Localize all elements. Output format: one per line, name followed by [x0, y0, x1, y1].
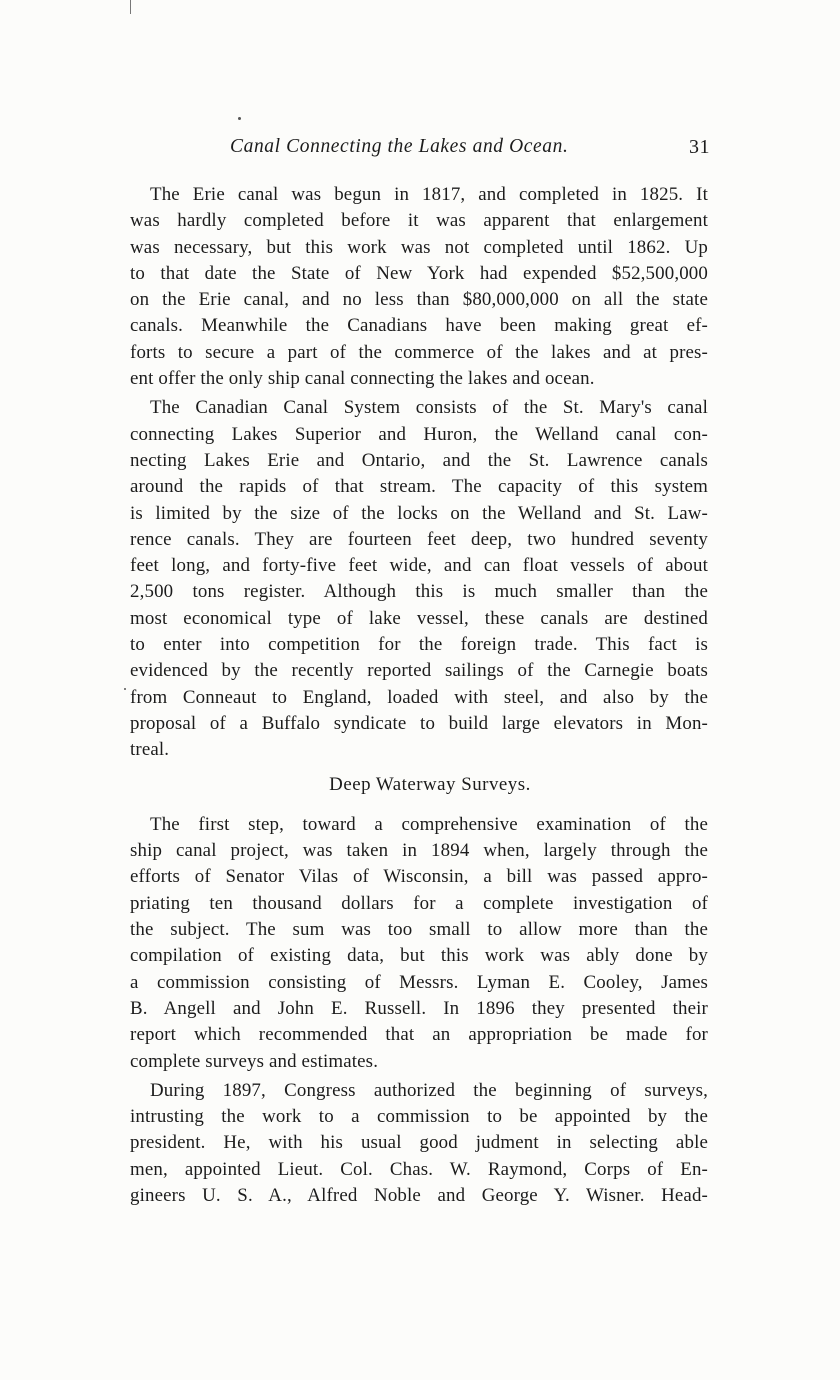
text-line: The first step, toward a comprehensive examination of the [150, 813, 708, 835]
text-line: was necessary, but this work was not completed until 1862. Up [130, 236, 708, 258]
text-line: priating ten thousand dollars for a complete investigation of [130, 892, 708, 914]
text-line: canals. Meanwhile the Canadians have been making great ef- [130, 315, 708, 337]
body-text [130, 182, 708, 1209]
section-heading: Deep Waterway Surveys. [329, 773, 531, 795]
text-line: The Erie canal was begun in 1817, and completed in 1825. It [150, 184, 708, 205]
text-line: compilation of existing data, but this work was ably done by [130, 945, 708, 967]
scan-edge-mark [130, 0, 131, 14]
text-line: men, appointed Lieut. Col. Chas. W. Raymond, Corps of En- [130, 1158, 708, 1180]
text-line: treal. [130, 739, 170, 761]
text-line: a commission consisting of Messrs. Lyman E. Cooley, James [130, 971, 708, 993]
text-line: around the rapids of that stream. The capacity of this system [130, 476, 708, 498]
text-line: intrusting the work to a commission to be appointed by the [130, 1106, 708, 1128]
text-line: forts to secure a part of the commerce of the lakes and at pres- [130, 341, 708, 363]
text-line: 2,500 tons register. Although this is much smaller than the [130, 581, 708, 603]
text-line: rence canals. They are fourteen feet deep, two hundred seventy [130, 528, 708, 550]
paragraph-canadian-canal-system [130, 395, 708, 763]
text-line: connecting Lakes Superior and Huron, the Welland canal con- [130, 423, 708, 445]
text-line: from Conneaut to England, loaded with steel, and also by the [130, 686, 708, 708]
text-line: is limited by the size of the locks on the Welland and St. Law- [130, 502, 708, 524]
print-speck [124, 688, 126, 690]
text-line: gineers U. S. A., Alfred Noble and George Y. Wisner. Head- [130, 1184, 708, 1206]
text-line: complete surveys and estimates. [130, 1050, 379, 1072]
text-line: necting Lakes Erie and Ontario, and the St. Lawrence canals [130, 449, 708, 471]
paragraph-1897-surveys [130, 1078, 708, 1209]
text-line: The Canadian Canal System consists of the St. Mary's canal [150, 397, 708, 419]
text-line: to that date the State of New York had expended $52,500,000 [130, 262, 708, 284]
text-line: was hardly completed before it was apparent that enlargement [130, 210, 708, 232]
paragraph-first-step [130, 812, 708, 1075]
text-line: evidenced by the recently reported sailings of the Carnegie boats [130, 660, 708, 682]
text-line: president. He, with his usual good judment in selecting able [130, 1132, 708, 1154]
page-number: 31 [689, 136, 710, 158]
text-line: feet long, and forty-five feet wide, and can float vessels of about [130, 555, 708, 577]
text-line: most economical type of lake vessel, these canals are destined [130, 607, 708, 629]
paragraph-erie-canal [130, 182, 708, 392]
text-line: proposal of a Buffalo syndicate to build large elevators in Mon- [130, 712, 708, 734]
text-line: to enter into competition for the foreign trade. This fact is [130, 634, 708, 656]
running-head [130, 136, 710, 166]
text-line: the subject. The sum was too small to allow more than the [130, 919, 708, 941]
text-line: B. Angell and John E. Russell. In 1896 they presented their [130, 997, 708, 1019]
text-line: on the Erie canal, and no less than $80,000,000 on all the state [130, 289, 708, 311]
text-line: report which recommended that an appropriation be made for [130, 1024, 708, 1046]
text-line: ship canal project, was taken in 1894 when, largely through the [130, 840, 708, 862]
running-title: Canal Connecting the Lakes and Ocean. [230, 136, 569, 157]
text-line: ent offer the only ship canal connecting the lakes and ocean. [130, 368, 595, 390]
text-line: During 1897, Congress authorized the beginning of surveys, [150, 1079, 708, 1101]
text-line: efforts of Senator Vilas of Wisconsin, a bill was passed appro- [130, 866, 708, 888]
print-speck [238, 117, 241, 120]
